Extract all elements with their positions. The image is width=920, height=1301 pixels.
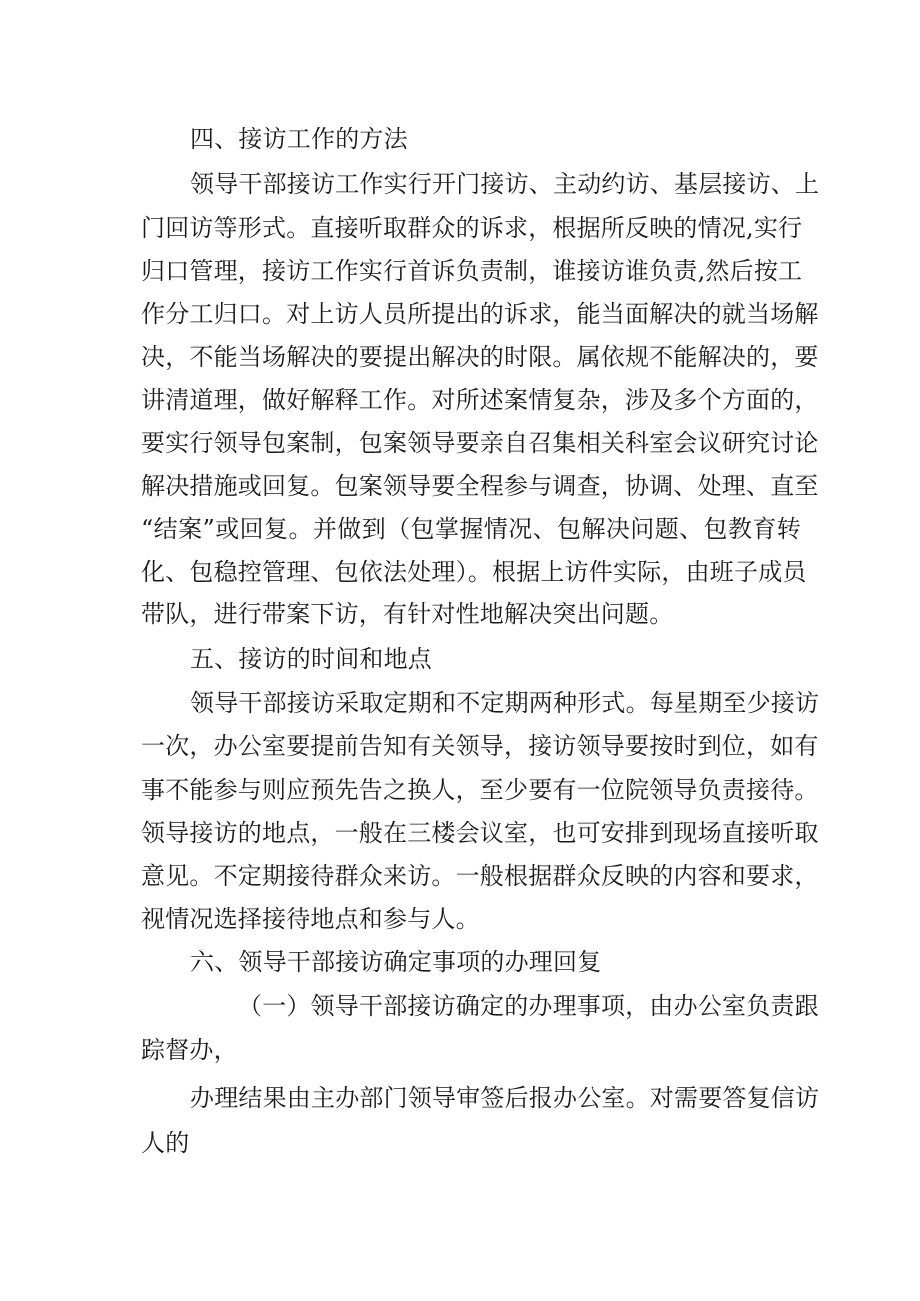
paragraph-line: 解决措施或回复。包案领导要全程参与调查，协调、处理、直至 xyxy=(141,472,819,500)
paragraph-line: 踪督办， xyxy=(141,1036,238,1064)
section-heading-4: 四、接访工作的方法 xyxy=(190,125,408,153)
paragraph-line: 领导干部接访工作实行开门接访、主动约访、基层接访、上 xyxy=(190,170,820,198)
paragraph-line: 人的 xyxy=(141,1129,190,1157)
paragraph-line: 领导干部接访采取定期和不定期两种形式。每星期至少接访 xyxy=(190,689,820,717)
paragraph-line: 意见。不定期接待群众来访。一般根据群众反映的内容和要求， xyxy=(141,862,819,890)
paragraph-line: 领导接访的地点，一般在三楼会议室，也可安排到现场直接听取 xyxy=(141,819,819,847)
paragraph-line: 门回访等形式。直接听取群众的诉求，根据所反映的情况,实行 xyxy=(141,214,803,242)
section-heading-6: 六、领导干部接访确定事项的办理回复 xyxy=(190,948,602,976)
paragraph-line: 事不能参与则应预先告之换人，至少要有一位院领导负责接待。 xyxy=(141,776,819,804)
paragraph-line: 讲清道理，做好解释工作。对所述案情复杂，涉及多个方面的， xyxy=(141,386,819,414)
paragraph-line: 办理结果由主办部门领导审签后报办公室。对需要答复信访 xyxy=(190,1084,820,1112)
paragraph-line: 决，不能当场解决的要提出解决的时限。属依规不能解决的，要 xyxy=(141,343,819,371)
paragraph-line: 带队，进行带案下访，有针对性地解决突出问题。 xyxy=(141,600,674,628)
section-heading-5: 五、接访的时间和地点 xyxy=(190,645,432,673)
paragraph-line: 要实行领导包案制，包案领导要亲自召集相关科室会议研究讨论 xyxy=(141,429,819,457)
paragraph-line: 一次，办公室要提前告知有关领导，接访领导要按时到位，如有 xyxy=(141,732,819,760)
paragraph-line: 作分工归口。对上访人员所提出的诉求，能当面解决的就当场解 xyxy=(141,300,819,328)
subsection-line: （一）领导干部接访确定的办理事项，由办公室负责跟 xyxy=(238,992,819,1020)
paragraph-line: 化、包稳控管理、包依法处理）。根据上访件实际，由班子成员 xyxy=(141,558,807,586)
paragraph-line: “结案”或回复。并做到（包掌握情况、包解决问题、包教育转 xyxy=(141,515,801,543)
paragraph-line: 视情况选择接待地点和参与人。 xyxy=(141,905,480,933)
paragraph-line: 归口管理，接访工作实行首诉负责制，谁接访谁负责,然后按工 xyxy=(141,257,803,285)
